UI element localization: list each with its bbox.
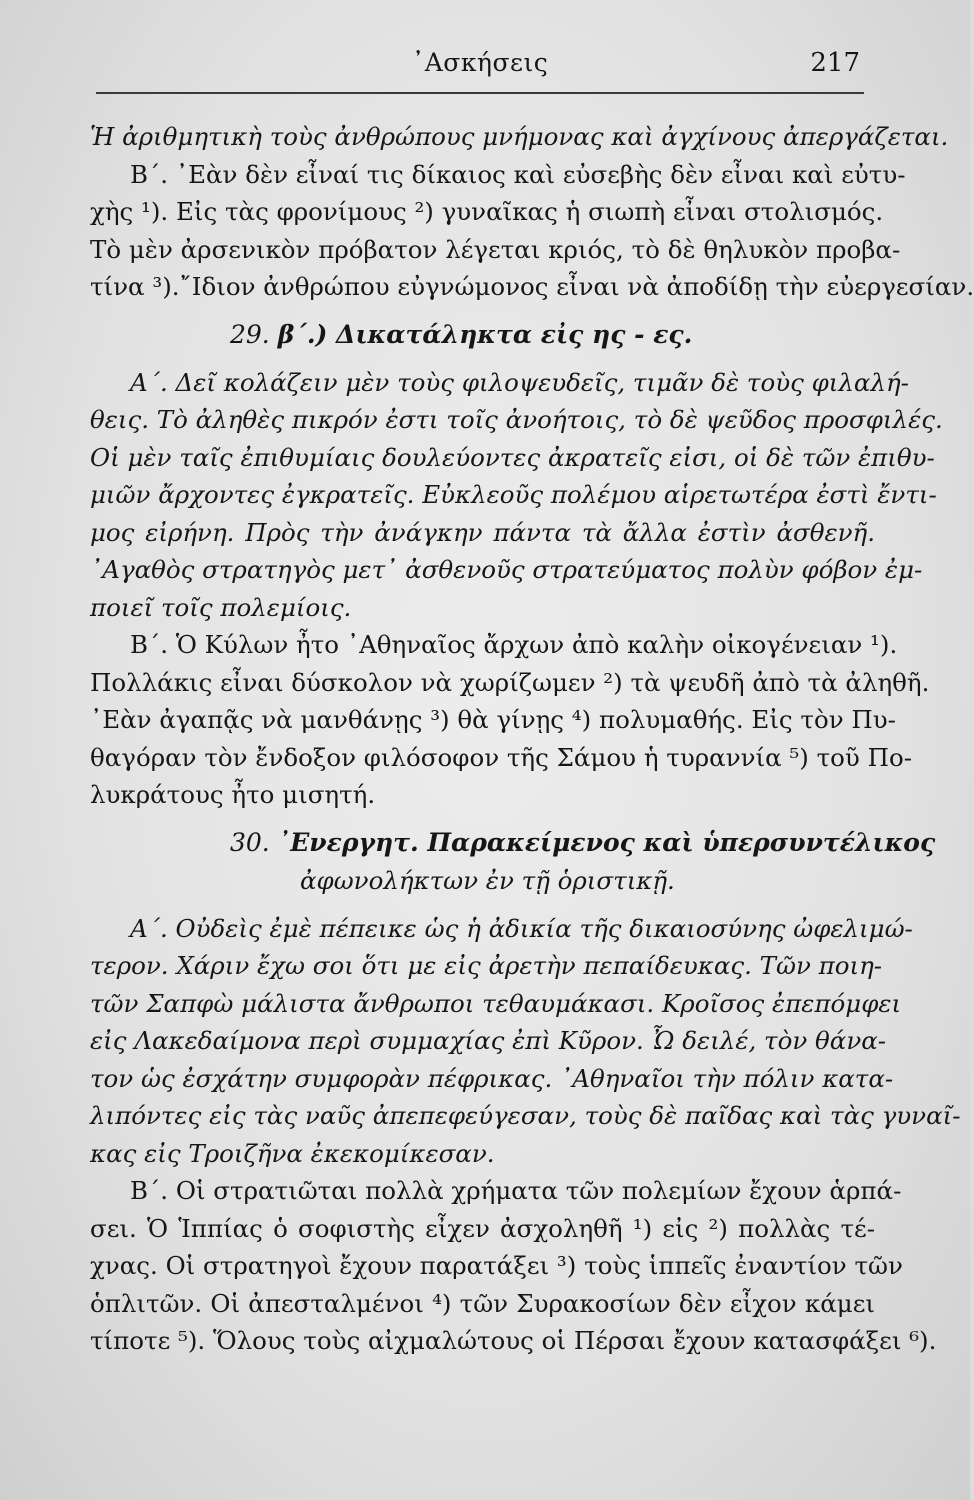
text-line: ὁπλιτῶν. Οἱ ἀπεσταλμένοι ⁴) τῶν Συρακοσίων δὲν εἶχον κάμει [90, 1288, 875, 1318]
text-line: τίποτε ⁵). Ὅλους τοὺς αἰχμαλώτους οἱ Πέρσαι ἔχουν κατασφάξει ⁶). [90, 1326, 937, 1355]
page-number: 217 [810, 48, 860, 78]
header-title: ᾿Ασκήσεις [411, 48, 549, 77]
text-line: σει. Ὁ Ἱππίας ὁ σοφιστὴς εἶχεν ἀσχοληθῆ ¹) εἰς ²) πολλὰς τέ- [90, 1213, 875, 1243]
header-rule [96, 92, 864, 94]
text-line: Β΄. Οἱ στρατιῶται πολλὰ χρήματα τῶν πολεμίων ἔχουν ἁρπά- [130, 1176, 902, 1205]
text-line: θεις. Τὸ ἀληθὲς πικρόν ἐστι τοῖς ἀνοήτοις, τὸ δὲ ψεῦδος προσφιλές. [90, 405, 943, 434]
text-line: τῶν Σαπφὼ μάλιστα ἄνθρωποι τεθαυμάκασι. Κροῖσος ἐπεπόμφει [90, 988, 902, 1018]
section-heading-30 [90, 824, 936, 862]
section-title: β΄.) Δικατάληκτα εἰς ης - ες. [277, 319, 693, 349]
text-line: Β΄. Ὁ Κύλων ἦτο ᾿Αθηναῖος ἄρχων ἀπὸ καλὴν οἰκογένειαν ¹). [130, 630, 898, 659]
text-line: τίνα ³).῎Ιδιον ἀνθρώπου εὐγνώμονος εἶναι νὰ ἀποδίδῃ τὴν εὐεργεσίαν. [90, 272, 974, 301]
text-line: ποιεῖ τοῖς πολεμίοις. [90, 592, 352, 622]
text-line: Α΄. Δεῖ κολάζειν μὲν τοὺς φιλοψευδεῖς, τιμᾶν δὲ τοὺς φιλαλή- [130, 367, 909, 397]
text-line: ᾿Αγαθὸς στρατηγὸς μετ᾿ ἀσθενοῦς στρατεύματος πολὺν φόβον ἐμ- [90, 555, 923, 584]
text-line: Πολλάκις εἶναι δύσκολον νὰ χωρίζωμεν ²) τὰ ψευδῆ ἀπὸ τὰ ἀληθῆ. [90, 667, 930, 697]
text-line: θαγόραν τὸν ἔνδοξον φιλόσοφον τῆς Σάμου ἡ τυραννία ⁵) τοῦ Πο- [90, 742, 912, 772]
text-line: Α΄. Οὐδεὶς ἐμὲ πέπεικε ὡς ἡ ἀδικία τῆς δικαιοσύνης ὠφελιμώ- [130, 913, 913, 943]
text-line: λυκράτους ἦτο μισητή. [90, 780, 376, 809]
text-line: χὴς ¹). Εἰς τὰς φρονίμους ²) γυναῖκας ἡ σιωπὴ εἶναι στολισμός. [90, 197, 884, 226]
text-line: μιῶν ἄρχοντες ἐγκρατεῖς. Εὐκλεοῦς πολέμου αἱρετωτέρα ἐστὶ ἔντι- [90, 480, 937, 509]
text-line: Οἱ μὲν ταῖς ἐπιθυμίαις δουλεύοντες ἀκρατεῖς εἰσι, οἱ δὲ τῶν ἐπιθυ- [90, 442, 935, 472]
text-line: λιπόντες εἰς τὰς ναῦς ἀπεπεφεύγεσαν, τοὺς δὲ παῖδας καὶ τὰς γυναῖ- [90, 1101, 961, 1130]
text-line: Β΄. ᾿Εὰν δὲν εἶναί τις δίκαιος καὶ εὐσεβὴς δὲν εἶναι καὶ εὐτυ- [130, 159, 906, 189]
section-number: 30. [230, 827, 270, 857]
text-line: τερον. Χάριν ἔχω σοι ὅτι με εἰς ἀρετὴν πεπαίδευκας. Τῶν ποιη- [90, 951, 883, 980]
section-number: 29. [230, 319, 270, 349]
section-heading-29 [90, 316, 875, 354]
text-line: τον ὡς ἐσχάτην συμφορὰν πέφρικας. ᾿Αθηναῖοι τὴν πόλιν κατα- [90, 1063, 894, 1093]
text-line: εἰς Λακεδαίμονα περὶ συμμαχίας ἐπὶ Κῦρον. Ὦ δειλέ, τὸν θάνα- [90, 1026, 887, 1055]
text-line: κας εἰς Τροιζῆνα ἐκεκομίκεσαν. [90, 1138, 495, 1168]
text-line: ᾿Εὰν ἀγαπᾷς νὰ μανθάνῃς ³) θὰ γίνῃς ⁴) πολυμαθής. Εἰς τὸν Πυ- [90, 705, 896, 734]
text-line: χνας. Οἱ στρατηγοὶ ἔχουν παρατάξει ³) τοὺς ἱππεῖς ἐναντίον τῶν [90, 1251, 903, 1280]
text-line: μος εἰρήνη. Πρὸς τὴν ἀνάγκην πάντα τὰ ἄλλα ἐστὶν ἀσθενῆ. [90, 517, 875, 547]
section-subtitle: ἀφωνολήκτων ἐν τῇ ὁριστικῇ. [300, 865, 675, 895]
text-line: Τὸ μὲν ἀρσενικὸν πρόβατον λέγεται κριός, τὸ δὲ θηλυκὸν προβα- [90, 234, 901, 264]
text-line: Ἡ ἀριθμητικὴ τοὺς ἀνθρώπους μνήμονας καὶ ἀγχίνους ἀπεργάζεται. [90, 122, 949, 151]
section-title: ᾿Ενεργητ. Παρακείμενος καὶ ὑπερσυντέλικος [277, 827, 936, 857]
text-column [90, 118, 974, 1360]
running-header [100, 48, 860, 88]
